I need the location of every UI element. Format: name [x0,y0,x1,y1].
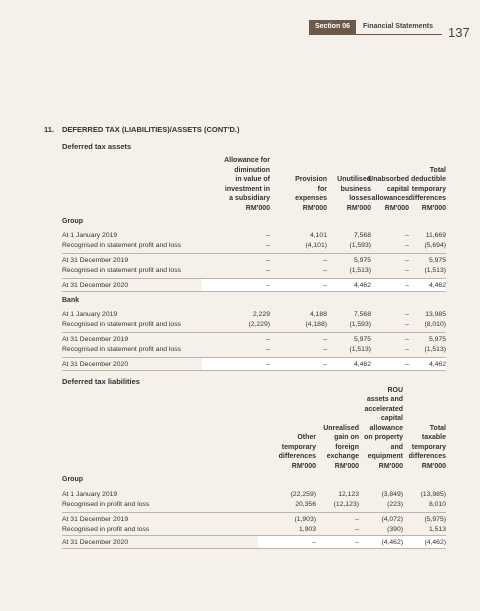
column-header-line: differences [278,453,316,460]
row-label: Recognised in statement profit and loss [62,267,182,274]
table-row [62,256,446,266]
table-row [62,538,446,548]
cell-value: – [405,242,409,249]
row-divider [62,548,446,549]
cell-value: (5,975) [424,516,446,523]
column-header-line: allowance [369,424,403,432]
cell-value: (1,513) [349,267,371,274]
cell-value: 4,462 [428,361,446,368]
cell-value: 4,462 [353,282,371,289]
cell-value: (4,462) [381,539,403,546]
column-header-line: Allowance for [224,157,270,164]
cell-value: – [266,232,270,239]
cell-value: 4,188 [309,311,327,318]
row-label: At 1 January 2019 [62,491,118,498]
column-header-line: differences [408,195,446,202]
cell-value: 1,903 [298,526,316,533]
cell-value: 5,975 [353,257,371,264]
row-label: At 1 January 2019 [62,311,118,318]
cell-value: 4,462 [428,282,446,289]
column-header-line: allowances [371,195,409,202]
cell-value: – [323,361,327,368]
row-label: At 31 December 2020 [62,361,129,368]
column-header-line: ROU [387,386,403,394]
column-header-line: RM'000 [384,204,409,212]
column-header-line: and [390,443,403,451]
column-header-line: temporary [411,185,446,193]
cell-value: 11,669 [425,232,446,239]
cell-value: (13,985) [420,491,446,498]
cell-value: – [266,257,270,264]
cell-value: (1,593) [349,321,371,328]
cell-value: 4,101 [309,232,327,239]
cell-value: (1,513) [424,267,446,274]
column-header-line: temporary [411,443,446,451]
header-divider [309,34,442,35]
cell-value: – [323,267,327,274]
column-header-line: Total [429,424,446,432]
cell-value: 4,462 [353,361,371,368]
row-label: Recognised in profit and loss [62,501,150,508]
cell-value: (1,513) [424,346,446,353]
cell-value: 13,985 [425,311,446,318]
note-number: 11. [44,125,55,134]
table-row [62,515,446,525]
column-header [376,424,446,472]
cell-value: (223) [387,501,403,508]
row-divider [62,512,446,513]
note-title: DEFERRED TAX (LIABILITIES)/ASSETS (CONT'D.) [62,125,240,134]
cell-value: – [405,346,409,353]
column-header-line: RM'000 [334,462,359,470]
row-label: At 31 December 2020 [62,539,129,546]
column-header-line: Provision [295,176,327,183]
cell-value: – [355,526,359,533]
cell-value: (4,188) [305,321,327,328]
cell-value: – [405,267,409,274]
cell-value: 7,568 [353,311,371,318]
table-row [62,345,446,355]
liabilities-heading: Deferred tax liabilities [62,377,140,386]
cell-value: – [355,516,359,523]
cell-value: (1,513) [349,346,371,353]
cell-value: (1,903) [294,516,316,523]
cell-value: (4,462) [424,539,446,546]
row-label: Recognised in statement profit and loss [62,242,182,249]
column-header-line: business [340,185,371,193]
column-header-line: RM'000 [421,204,446,212]
column-header-line: assets and [366,396,403,403]
row-label: At 31 December 2019 [62,257,129,264]
cell-value: – [405,311,409,318]
cell-value: – [266,336,270,343]
table-row [62,310,446,320]
section-title: Financial Statements [363,23,434,30]
cell-value: – [323,346,327,353]
column-header-line: losses [349,195,371,202]
column-header-line: capital [380,415,403,422]
cell-value: – [266,242,270,249]
row-label: Recognised in statement profit and loss [62,346,182,353]
column-header-line: equipment [367,453,403,460]
cell-value: 2,229 [252,311,270,318]
table-row [62,320,446,330]
column-header [376,166,446,214]
cell-value: 12,123 [338,491,359,498]
cell-value: – [323,336,327,343]
column-header-line: in value of [235,176,270,183]
cell-value: – [405,321,409,328]
row-divider [62,370,446,371]
cell-value: (22,259) [290,491,316,498]
row-label: Recognised in statement profit and loss [62,321,182,328]
column-header-line: for [317,185,327,193]
column-header-line: RM'000 [245,204,270,212]
column-header-line: exchange [326,453,359,460]
table-row [62,490,446,500]
table-row [62,335,446,345]
cell-value: – [405,336,409,343]
cell-value: – [266,282,270,289]
section-tab: Section 06 [309,20,356,34]
column-header-line: Other [297,434,316,441]
cell-value: – [266,267,270,274]
column-header-line: RM'000 [346,204,371,212]
cell-value: (5,694) [424,242,446,249]
row-label: At 31 December 2019 [62,516,129,523]
column-header-line: RM'000 [421,462,446,470]
table-row [62,360,446,370]
table-row [62,266,446,276]
cell-value: (2,229) [248,321,270,328]
table-row [62,281,446,291]
cell-value: (4,072) [381,516,403,523]
column-header-line: differences [408,453,446,460]
row-label: At 31 December 2019 [62,336,129,343]
column-header-line: diminution [234,166,270,174]
group-label: Bank [62,297,80,304]
cell-value: 5,975 [428,257,446,264]
column-header-line: foreign [335,443,359,451]
cell-value: 7,568 [353,232,371,239]
row-label: Recognised in profit and loss [62,526,150,533]
column-header-line: gain on [334,434,359,441]
column-header-line: accelerated [364,405,403,413]
cell-value: 8,010 [428,501,446,508]
column-header-line: Unabsorbed [368,176,409,183]
table-row [62,231,446,241]
assets-heading: Deferred tax assets [62,142,132,151]
cell-value: 5,975 [353,336,371,343]
table-row [62,500,446,510]
table-row [62,525,446,535]
cell-value: – [312,539,316,546]
cell-value: 5,975 [428,336,446,343]
cell-value: (12,123) [333,501,359,508]
column-header-line: capital [386,185,409,193]
cell-value: (4,101) [305,242,327,249]
column-header-line: Total [429,166,446,174]
row-label: At 31 December 2020 [62,282,129,289]
column-header-line: RM'000 [302,204,327,212]
column-header-line: RM'000 [291,462,316,470]
column-header-line: temporary [281,443,316,451]
cell-value: – [266,346,270,353]
cell-value: (390) [387,526,403,533]
cell-value: – [405,232,409,239]
row-divider [62,253,446,254]
cell-value: (1,593) [349,242,371,249]
cell-value: – [405,257,409,264]
column-header-line: Unrealised [323,424,359,432]
page-number: 137 [448,25,470,40]
group-label: Group [62,218,83,225]
row-divider [62,291,446,292]
column-header-line: investment in [224,185,270,193]
column-header-line: a subsidiary [229,195,270,202]
cell-value: 20,356 [295,501,316,508]
cell-value: – [405,282,409,289]
column-header-line: taxable [421,434,446,441]
column-header-line: deductible [410,176,446,183]
table-row [62,241,446,251]
cell-value: – [323,257,327,264]
group-label: Group [62,476,83,483]
column-header-line: Unutilised [337,176,371,183]
cell-value: (8,010) [424,321,446,328]
cell-value: – [266,361,270,368]
cell-value: 1,513 [428,526,446,533]
cell-value: – [355,539,359,546]
column-header-line: RM'000 [378,462,403,470]
column-header-line: on property [364,434,403,441]
cell-value: – [405,361,409,368]
cell-value: (3,849) [381,491,403,498]
cell-value: – [323,282,327,289]
row-label: At 1 January 2019 [62,232,118,239]
row-divider [62,332,446,333]
column-header-line: expenses [295,195,327,202]
